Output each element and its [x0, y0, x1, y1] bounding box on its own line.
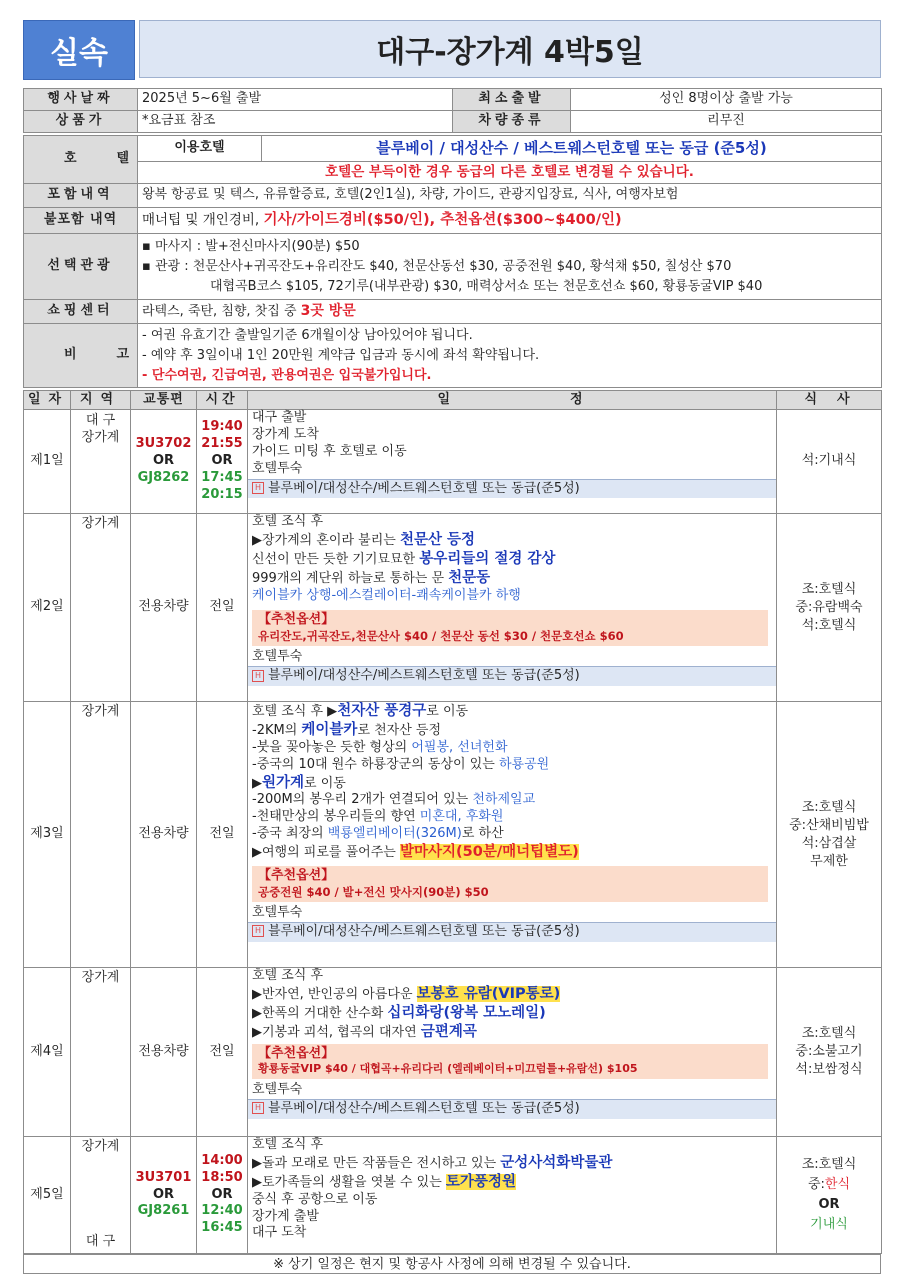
day-4-option-title: 【추천옵션】 [258, 1045, 335, 1061]
day-4-option-box [252, 1044, 768, 1079]
hotel-icon: H [252, 1102, 264, 1114]
day-2-line-2 [252, 531, 772, 550]
day-5-line-6: 대구 도착 [252, 1225, 307, 1241]
day-4-line-3b: 십리화랑(왕복 모노레일) [387, 1004, 546, 1021]
itinerary-table [23, 390, 882, 1254]
day-2-option-title: 【추천옵션】 [258, 612, 335, 628]
day-4-schedule [248, 968, 777, 1137]
day-3-line-3b: 어필봉, 선녀헌화 [411, 739, 508, 755]
day-1-time-3: 17:45 [201, 469, 243, 485]
day-2-line-2b: 천문산 등정 [399, 531, 476, 548]
day-1-flight-1: 3U3702 [135, 436, 192, 452]
day-1-time-4: 20:15 [201, 486, 243, 502]
day-4-meal [777, 968, 882, 1137]
hotel-label: 호텔 [24, 136, 138, 184]
remark-line-1: - 여권 유효기간 출발일기준 6개월이상 남아있어야 됩니다. [142, 327, 473, 343]
remark-text [138, 324, 882, 388]
day-1-flight-2: GJ8262 [137, 469, 190, 485]
day-5-line-2b: 군성사석화박물관 [500, 1154, 613, 1171]
day-3-line-8a: -중국 최장의 [252, 826, 328, 842]
footer-note: ※ 상기 일정은 현지 및 항공사 사정에 의해 변경될 수 있습니다. [23, 1254, 881, 1274]
day-5-line-2 [252, 1154, 772, 1173]
day-5-flight-or: OR [152, 1186, 175, 1202]
day-3-line-10: 호텔투숙 [252, 904, 303, 920]
day-2-line-4a: 999개의 계단위 하늘로 통하는 문 [252, 570, 449, 586]
day-5-meal-2a: 중: [807, 1177, 825, 1192]
day-3-line-6 [252, 792, 772, 809]
day-2-row [24, 514, 882, 702]
day-2-meal-3: 석:호텔식 [801, 617, 857, 633]
day-4-time: 전일 [197, 968, 248, 1137]
day-4-transport: 전용차량 [131, 968, 197, 1137]
day-3-transport: 전용차량 [131, 702, 197, 968]
day-3-line-1a: 호텔 조식 후 ▶ [252, 704, 338, 719]
day-4-line-2b: 보봉호 유람(VIP통로) [416, 985, 561, 1002]
hotel-icon: H [252, 670, 264, 682]
day-4-line-3a: ▶한폭의 거대한 산수화 [252, 1005, 388, 1021]
option-line-tour: ▪ 관광 : 천문산사+귀곡잔도+유리잔도 $40, 천문산동선 $30, 공중전원 $40, 황석채 $50, 칠성산 $70 [142, 258, 732, 274]
day-5-time-2: 18:50 [201, 1169, 243, 1185]
day-5-region-bottom: 대 구 [85, 1234, 116, 1250]
col-transport: 교통편 [131, 391, 197, 410]
day-2-line-4 [252, 569, 772, 588]
min-depart-label: 최소출발 [453, 89, 571, 111]
day-4-region: 장가계 [71, 968, 131, 1137]
day-1-region-mid: 장가계 [81, 430, 120, 445]
day-3-line-4 [252, 757, 772, 774]
day-5-time-3: 12:40 [201, 1203, 243, 1219]
day-1-time-or: OR [211, 453, 233, 469]
day-3-option-title: 【추천옵션】 [258, 868, 335, 884]
day-1-line-1: 대구 출발 [252, 410, 307, 425]
day-2-meal [777, 514, 882, 702]
day-3-line-4a: -중국의 10대 원수 하룡장군의 동상이 있는 [252, 756, 499, 772]
day-3-option-box [252, 866, 768, 902]
day-4-meal-1: 조:호텔식 [801, 1026, 857, 1041]
day-1-label: 제1일 [24, 410, 71, 514]
day-1-times [197, 410, 248, 514]
day-5-meal-2 [781, 1175, 877, 1195]
day-5-times [197, 1137, 248, 1254]
day-3-option-body: 공중전원 $40 / 발+전신 맛사지(90분) $50 [258, 884, 489, 899]
day-1-line-2: 장가계 도착 [252, 426, 319, 442]
day-3-line-8c: 로 하산 [461, 826, 504, 842]
day-2-line-5: 케이블카 상행-에스컬레이터-쾌속케이블카 하행 [252, 587, 521, 603]
day-2-line-3b: 봉우리들의 절경 감상 [419, 550, 556, 567]
day-3-line-6a: -200M의 봉우리 2개가 연결되어 있는 [252, 792, 473, 808]
day-3-hotel: 블루베이/대성산수/베스트웨스턴호텔 또는 동급(준5성) [268, 923, 580, 939]
shopping-highlight: 3곳 방문 [300, 303, 356, 320]
day-5-meal-2b: 한식 [824, 1177, 851, 1192]
day-5-row [24, 1137, 882, 1254]
day-3-meal-1: 조:호텔식 [801, 799, 857, 815]
hotel-note: 호텔은 부득이한 경우 동급의 다른 호텔로 변경될 수 있습니다. [138, 162, 882, 184]
remark-line-3: - 단수여권, 긴급여권, 관용여권은 입국불가입니다. [142, 367, 432, 383]
day-3-line-1b: 천자산 풍경구 [337, 703, 427, 719]
day-2-meal-2: 중:유람백숙 [795, 599, 863, 615]
day-4-line-2a: ▶반자연, 반인공의 아름다운 [252, 986, 417, 1002]
day-3-meal [777, 702, 882, 968]
day-2-region: 장가계 [71, 514, 131, 702]
day-5-line-4: 중식 후 공항으로 이동 [252, 1191, 378, 1207]
col-time: 시간 [197, 391, 248, 410]
day-5-region-top: 장가계 [81, 1139, 120, 1154]
day-4-label: 제4일 [24, 968, 71, 1137]
exclude-plain: 매너팁 및 개인경비, [142, 212, 264, 229]
day-5-flight-2: GJ8261 [137, 1203, 190, 1219]
day-3-row [24, 702, 882, 968]
day-3-schedule [248, 702, 777, 968]
day-4-line-4b: 금편계곡 [420, 1023, 477, 1040]
day-2-line-3 [252, 550, 772, 569]
day-1-time-2: 21:55 [201, 436, 243, 452]
day-5-time-or: OR [211, 1186, 233, 1202]
day-3-line-2 [252, 721, 772, 740]
day-3-meal-2: 중:산채비빔밥 [789, 817, 869, 833]
day-1-line-4: 호텔투숙 [252, 460, 303, 476]
include-text: 왕복 항공료 및 텍스, 유류할증료, 호텔(2인1실), 차량, 가이드, 관광지입장료, 식사, 여행자보험 [138, 184, 882, 208]
day-5-time-4: 16:45 [201, 1220, 243, 1236]
price-label: 상품가 [24, 111, 138, 133]
day-3-line-5c: 로 이동 [304, 775, 346, 791]
day-5-line-1: 호텔 조식 후 [252, 1137, 324, 1152]
day-3-line-9b: 발마사지(50분/매너팁별도) [399, 844, 579, 861]
day-3-region: 장가계 [71, 702, 131, 968]
day-3-line-1 [252, 702, 772, 721]
price: *요금표 참조 [138, 111, 453, 133]
day-4-meal-2: 중:소불고기 [795, 1044, 863, 1059]
day-1-flight-or: OR [152, 453, 175, 469]
day-4-hotel-bar [248, 1099, 776, 1119]
page-title: 대구-장가계 4박5일 [139, 20, 881, 78]
day-2-line-1: 호텔 조식 후 [252, 514, 324, 529]
exclude-label: 불포함 내역 [24, 208, 138, 234]
day-4-line-1: 호텔 조식 후 [252, 968, 324, 983]
day-4-line-4 [252, 1023, 772, 1042]
day-1-row [24, 410, 882, 514]
vehicle: 리무진 [571, 111, 882, 133]
day-3-line-5b: 원가계 [262, 774, 305, 791]
day-5-line-2a: ▶돌과 모래로 만든 작품들은 전시하고 있는 [252, 1155, 501, 1171]
day-5-flight-1: 3U3701 [135, 1169, 192, 1185]
day-2-time: 전일 [197, 514, 248, 702]
day-3-line-7b: 미혼대, 후화원 [419, 809, 504, 825]
travel-date-label: 행사날짜 [24, 89, 138, 111]
day-4-line-4a: ▶기봉과 괴석, 협곡의 대자연 [252, 1024, 421, 1040]
day-2-line-6: 호텔투숙 [252, 649, 303, 665]
option-line-tour-2: 대협곡B코스 $105, 72기루(내부관광) $30, 매력상서쇼 또는 천문호선쇼 $60, 황룡동굴VIP $40 [210, 278, 763, 294]
day-3-line-8b: 백룡엘리베이터(326M) [327, 826, 462, 842]
day-1-hotel: 블루베이/대성산수/베스트웨스턴호텔 또는 동급(준5성) [268, 480, 580, 496]
remark-label: 비고 [24, 324, 138, 388]
day-1-flights [131, 410, 197, 514]
day-1-time-1: 19:40 [201, 419, 243, 435]
hotel-use-label: 이용호텔 [138, 136, 262, 162]
day-2-line-4b: 천문동 [448, 569, 491, 586]
day-3-line-2a: -2KM의 [252, 722, 302, 738]
day-2-hotel-bar [248, 666, 776, 686]
day-1-line-3: 가이드 미팅 후 호텔로 이동 [252, 443, 407, 459]
exclude-text [138, 208, 882, 234]
option-label: 선택관광 [24, 234, 138, 300]
day-1-meal: 석:기내식 [777, 410, 882, 514]
shopping-plain: 라텍스, 죽탄, 침향, 찻집 중 [142, 304, 301, 320]
day-3-line-4b: 하룡공원 [498, 756, 550, 772]
day-4-hotel: 블루베이/대성산수/베스트웨스턴호텔 또는 동급(준5성) [268, 1100, 580, 1116]
min-depart: 성인 8명이상 출발 가능 [571, 89, 882, 111]
include-label: 포함내역 [24, 184, 138, 208]
day-3-line-9 [252, 843, 772, 862]
day-3-line-3 [252, 740, 772, 757]
exclude-highlight: 기사/가이드경비($50/인), 추천옵션($300~$400/인) [263, 212, 622, 229]
day-1-region-top: 대 구 [85, 413, 116, 428]
vehicle-label: 차량종류 [453, 111, 571, 133]
shopping-text [138, 300, 882, 324]
day-3-line-2b: 케이블카 [301, 721, 358, 738]
day-2-line-2a: ▶장가계의 혼이라 불리는 [252, 532, 400, 548]
day-2-label: 제2일 [24, 514, 71, 702]
day-4-line-2 [252, 985, 772, 1004]
info-table-2 [23, 135, 882, 388]
info-table [23, 88, 882, 133]
day-5-meal-1: 조:호텔식 [801, 1157, 857, 1172]
col-meal: 식사 [777, 391, 882, 410]
day-2-transport: 전용차량 [131, 514, 197, 702]
day-5-meal [777, 1137, 882, 1254]
day-3-time: 전일 [197, 702, 248, 968]
day-5-schedule [248, 1137, 777, 1254]
day-3-line-6b: 천하제일교 [472, 792, 536, 808]
day-5-line-3 [252, 1173, 772, 1192]
day-3-line-9a: ▶여행의 피로를 풀어주는 [252, 845, 400, 861]
day-1-hotel-bar [248, 479, 776, 499]
day-5-line-3b: 토가풍정원 [445, 1173, 516, 1190]
travel-date: 2025년 5~6월 출발 [138, 89, 453, 111]
option-line-massage: ▪ 마사지 : 발+전신마사지(90분) $50 [142, 238, 360, 254]
day-3-meal-4: 무제한 [810, 853, 848, 869]
day-3-line-1c: 로 이동 [426, 704, 469, 719]
day-1-schedule [248, 410, 777, 514]
col-region: 지역 [71, 391, 131, 410]
hotel-icon: H [252, 925, 264, 937]
day-3-line-7a: -천태만상의 봉우리들의 향연 [252, 809, 420, 825]
day-5-line-3a: ▶토가족들의 생활을 엿볼 수 있는 [252, 1174, 446, 1190]
day-2-meal-1: 조:호텔식 [801, 581, 857, 597]
day-5-region [71, 1137, 131, 1254]
day-5-label: 제5일 [24, 1137, 71, 1254]
day-3-label: 제3일 [24, 702, 71, 968]
day-3-line-7 [252, 809, 772, 826]
col-schedule: 일정 [248, 391, 777, 410]
hotel-name: 블루베이 / 대성산수 / 베스트웨스턴호텔 또는 동급 (준5성) [262, 136, 882, 162]
day-3-line-3a: -붓을 꽂아놓은 듯한 형상의 [252, 739, 412, 755]
day-4-option-body: 황룡동굴VIP $40 / 대협곡+유리다리 (엘레베이터+미끄럼틀+유람선) $105 [258, 1062, 638, 1076]
option-text [138, 234, 882, 300]
shopping-label: 쇼핑센터 [24, 300, 138, 324]
col-day: 일자 [24, 391, 71, 410]
day-3-line-5a: ▶ [252, 775, 262, 791]
day-2-schedule [248, 514, 777, 702]
day-5-time-1: 14:00 [201, 1152, 243, 1168]
day-5-meal-or: OR [818, 1197, 840, 1212]
day-4-meal-3: 석:보쌈정식 [795, 1062, 863, 1077]
hotel-icon: H [252, 482, 264, 494]
day-5-line-5: 장가계 출발 [252, 1208, 319, 1224]
day-2-option-box [252, 610, 768, 646]
day-5-flights [131, 1137, 197, 1254]
day-4-line-5: 호텔투숙 [252, 1081, 303, 1097]
product-badge: 실속 [23, 20, 135, 80]
remark-line-2: - 예약 후 3일이내 1인 20만원 계약금 입금과 동시에 좌석 확약됩니다. [142, 347, 540, 363]
day-1-region [71, 410, 131, 514]
day-2-hotel: 블루베이/대성산수/베스트웨스턴호텔 또는 동급(준5성) [268, 668, 580, 684]
day-4-row [24, 968, 882, 1137]
day-3-line-5 [252, 774, 772, 793]
day-2-option-body: 유리잔도,귀곡잔도,천문산사 $40 / 천문산 동선 $30 / 천문호선쇼 $60 [258, 629, 624, 644]
day-2-line-3a: 신선이 만든 듯한 기기묘묘한 [252, 551, 420, 567]
day-3-hotel-bar [248, 922, 776, 942]
day-3-line-8 [252, 826, 772, 843]
day-5-meal-3: 기내식 [810, 1217, 848, 1232]
day-3-meal-3: 석:삼겹살 [801, 835, 857, 851]
day-3-line-2c: 로 천자산 등정 [357, 722, 442, 738]
day-4-line-3 [252, 1004, 772, 1023]
